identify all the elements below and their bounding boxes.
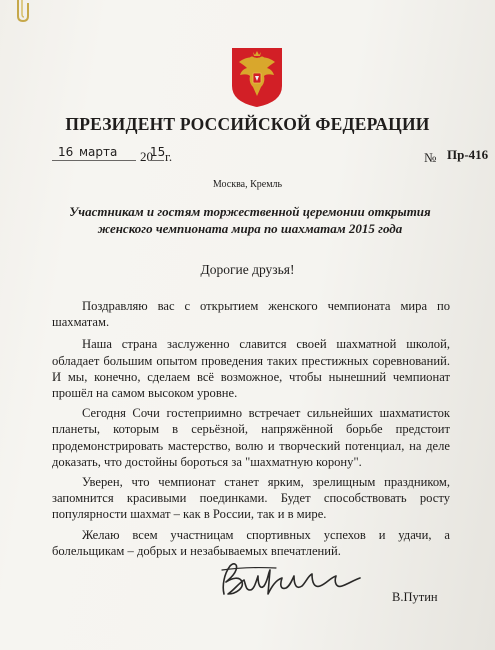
letter-body (52, 298, 450, 563)
body-paragraph: Желаю всем участницам спортивных успехов и удачи, а болельщикам – добрых и незабываемых впечатлений. (52, 527, 450, 558)
greeting: Дорогие друзья! (200, 262, 295, 277)
body-paragraph: Поздравляю вас с открытием женского чемпионата мира по шахматам. (52, 299, 450, 330)
institution-title: ПРЕЗИДЕНТ РОССИЙСКОЙ ФЕДЕРАЦИИ (65, 114, 430, 134)
signer-name: В.Путин (392, 590, 438, 604)
year-suffix: 15 (150, 145, 166, 159)
letter-heading (60, 203, 440, 237)
russian-coat-of-arms-icon (230, 46, 284, 108)
date-underline (52, 160, 136, 161)
body-paragraph: Наша страна заслуженно славится своей шахматной школой, обладает большим опытом проведения таких престижных соревнований. И мы, конечно, сделаем всё возможное, чтобы нынешний чемпионат прошёл на самом высоком уровне. (52, 337, 450, 401)
document-number: Пр-416 (447, 147, 489, 162)
handwritten-signature (216, 556, 366, 600)
date-day: 16 (58, 145, 74, 159)
year-unit: г. (165, 149, 173, 164)
body-paragraph: Сегодня Сочи гостеприимно встречает сильнейших шахматисток планеты, которым в серьёзной, напряжённой борьбе предстоит продемонстрировать мастерство, волю и творческий потенциал, на деле доказать, что достойны бороться за "шахматную корону". (52, 406, 450, 469)
body-paragraph: Уверен, что чемпионат станет ярким, зрелищным праздником, запомнится красивыми поединками. Будет способствовать росту популярности шахмат – как в России, так и в мире. (52, 475, 450, 522)
location: Москва, Кремль (212, 179, 283, 190)
number-label: № (424, 150, 437, 165)
year-prefix: 20 (140, 149, 153, 164)
date-month: марта (79, 145, 118, 159)
year-underline (150, 160, 164, 161)
paper-clip-icon (12, 0, 36, 22)
heading-line: женского чемпионата мира по шахматам 2015 года (97, 221, 403, 236)
heading-line: Участникам и гостям торжественной церемонии открытия (69, 204, 431, 219)
